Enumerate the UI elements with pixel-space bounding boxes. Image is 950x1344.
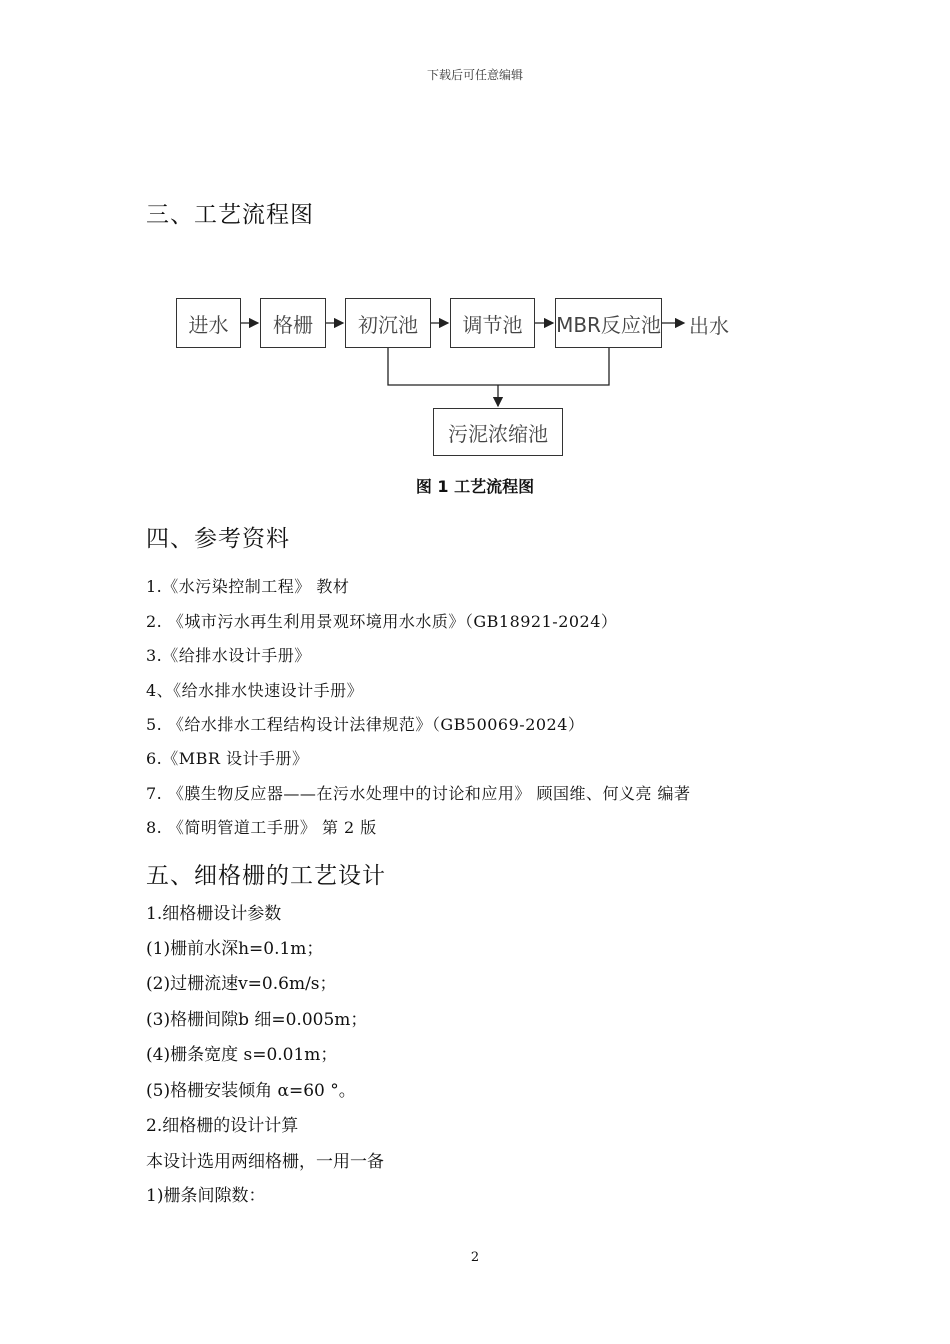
text-line: 本设计选用两细格栅，一用一备 — [146, 1152, 384, 1172]
text-line: (2)过栅流速v=0.6m/s； — [146, 974, 337, 994]
reference-item: 2. 《城市污水再生利用景观环境用水水质》（GB18921-2024） — [146, 612, 618, 631]
reference-item: 3.《给排水设计手册》 — [146, 646, 311, 665]
node-inflow: 进水 — [176, 298, 241, 348]
node-primary-settling: 初沉池 — [345, 298, 431, 348]
page-header: 下载后可任意编辑 — [426, 68, 523, 82]
node-regulating-tank: 调节池 — [450, 298, 535, 348]
sludge-collection-line — [388, 348, 609, 385]
reference-item: 7. 《膜生物反应器——在污水处理中的讨论和应用》 顾国维、何义亮 编著 — [146, 784, 691, 803]
node-grille: 格栅 — [260, 298, 326, 348]
text-line: 1)栅条间隙数： — [146, 1186, 266, 1206]
reference-item: 6.《MBR 设计手册》 — [146, 749, 309, 768]
page-number: 2 — [470, 1250, 480, 1265]
text-line: (3)格栅间隙b 细=0.005m； — [146, 1010, 368, 1030]
section-3-title: 三、工艺流程图 — [146, 202, 314, 228]
flowchart-connectors — [0, 0, 950, 470]
text-line: 1.细格栅设计参数 — [146, 904, 282, 924]
section-5-title: 五、细格栅的工艺设计 — [146, 863, 386, 889]
node-sludge-thickener: 污泥浓缩池 — [433, 408, 563, 456]
reference-item: 5. 《给水排水工程结构设计法律规范》（GB50069-2024） — [146, 715, 585, 734]
text-line: (1)栅前水深h=0.1m； — [146, 939, 324, 959]
section-4-title: 四、参考资料 — [146, 526, 290, 552]
figure-caption: 图 1 工艺流程图 — [415, 477, 535, 496]
reference-item: 4、《给水排水快速设计手册》 — [146, 681, 364, 700]
text-line: 2.细格栅的设计计算 — [146, 1116, 299, 1136]
reference-item: 8. 《简明管道工手册》 第 2 版 — [146, 818, 377, 837]
text-line: (5)格栅安装倾角 α=60 °。 — [146, 1081, 356, 1101]
node-mbr-reactor: MBR反应池 — [555, 298, 662, 348]
node-outflow: 出水 — [689, 314, 729, 338]
text-line: (4)栅条宽度 s=0.01m； — [146, 1045, 338, 1065]
reference-item: 1.《水污染控制工程》 教材 — [146, 577, 350, 596]
